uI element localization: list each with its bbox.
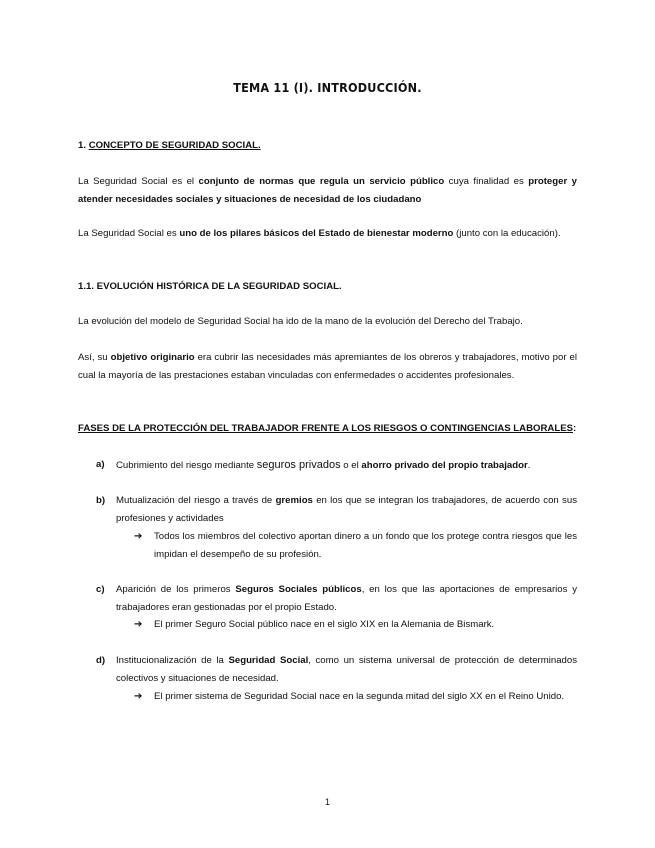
paragraph-concept xyxy=(78,173,577,209)
list-item-text xyxy=(116,581,577,617)
list-marker: d) xyxy=(96,655,106,666)
text-run: La Seguridad Social es el xyxy=(78,176,199,187)
sub-item-text: El primer sistema de Seguridad Social nace en la segunda mitad del siglo XX en el Reino Unido. xyxy=(154,691,565,702)
phases-heading xyxy=(78,420,577,438)
sub-item-d xyxy=(134,688,577,706)
bold-run: gremios xyxy=(275,495,313,506)
arrow-right-icon: ➔ xyxy=(134,531,143,542)
paragraph-pillars xyxy=(78,225,577,243)
text-run: Mutualización del riesgo a través de xyxy=(116,495,276,506)
list-marker: a) xyxy=(96,459,105,470)
list-item-d xyxy=(78,652,577,688)
text-run: , en los que las aportaciones de empresarios y trabajadores eran gestionadas por el propio Estado. xyxy=(116,584,577,613)
phases-heading-colon: : xyxy=(573,423,577,434)
text-run: en los que se integran los trabajadores, de acuerdo con sus profesiones y actividades xyxy=(116,495,577,524)
bold-run: objetivo originario xyxy=(110,352,195,363)
list-item-text xyxy=(116,456,577,475)
bold-run: proteger y atender necesidades sociales y situaciones de necesidad de los ciudadano xyxy=(78,176,577,205)
text-run: Institucionalización de la xyxy=(116,655,229,666)
arrow-right-icon: ➔ xyxy=(134,619,143,630)
document-title: TEMA 11 (I). INTRODUCCIÓN. xyxy=(233,80,422,95)
page-number: 1 xyxy=(324,797,330,807)
text-run: , como un sistema universal de protección de determinados colectivos y situaciones de necesidad. xyxy=(116,655,578,684)
bold-run: Seguros Sociales públicos xyxy=(235,584,362,595)
list-item-c xyxy=(78,581,577,617)
bold-run: ahorro privado del propio trabajador xyxy=(361,460,528,471)
list-item-b xyxy=(78,492,577,528)
section-1-heading xyxy=(78,137,577,155)
section-1-1-heading: 1.1. EVOLUCIÓN HISTÓRICA DE LA SEGURIDAD SOCIAL. xyxy=(78,281,342,292)
section-1-number: 1. xyxy=(78,140,87,151)
text-run: Así, su xyxy=(78,352,111,363)
sub-item-text: El primer Seguro Social público nace en el siglo XIX en la Alemania de Bismark. xyxy=(154,619,495,630)
text-run: Cubrimiento del riesgo mediante xyxy=(116,460,257,471)
emphasis-run: seguros privados xyxy=(256,459,341,471)
bold-run: uno de los pilares básicos del Estado de bienestar moderno xyxy=(179,228,454,239)
text-run: La Seguridad Social es xyxy=(78,228,180,239)
text-run: era cubrir las necesidades más apremiantes de los obreros y trabajadores, motivo por el cual la mayoría de las prestaciones estaban vinculadas con enfermedades o accidentes profesionales. xyxy=(78,352,577,381)
list-item-text xyxy=(116,492,577,528)
text-run: (junto con la educación). xyxy=(453,228,561,239)
section-1-title: CONCEPTO DE SEGURIDAD SOCIAL. xyxy=(88,140,261,151)
list-marker: c) xyxy=(96,584,105,595)
list-item-text xyxy=(116,652,577,688)
phases-heading-text: FASES DE LA PROTECCIÓN DEL TRABAJADOR FRENTE A LOS RIESGOS O CONTINGENCIAS LABORALES xyxy=(78,423,573,434)
text-run: cuya finalidad es xyxy=(444,176,529,187)
text-run: Aparición de los primeros xyxy=(116,584,236,595)
text-run: o el xyxy=(340,460,362,471)
paragraph-evolution: La evolución del modelo de Seguridad Social ha ido de la mano de la evolución del Derecho del Trabajo. xyxy=(78,316,523,327)
arrow-right-icon: ➔ xyxy=(134,691,143,702)
bold-run: Seguridad Social xyxy=(228,655,309,666)
paragraph-objective xyxy=(78,349,577,385)
list-item-a xyxy=(78,456,577,475)
bold-run: conjunto de normas que regula un servicio público xyxy=(198,176,445,187)
sub-item-text: Todos los miembros del colectivo aportan dinero a un fondo que los protege contra riesgos que les impidan el desempeño de su profesión. xyxy=(154,531,577,560)
sub-item-c xyxy=(134,616,577,634)
list-marker: b) xyxy=(96,495,106,506)
text-run: . xyxy=(527,460,531,471)
sub-item-b xyxy=(134,528,577,564)
